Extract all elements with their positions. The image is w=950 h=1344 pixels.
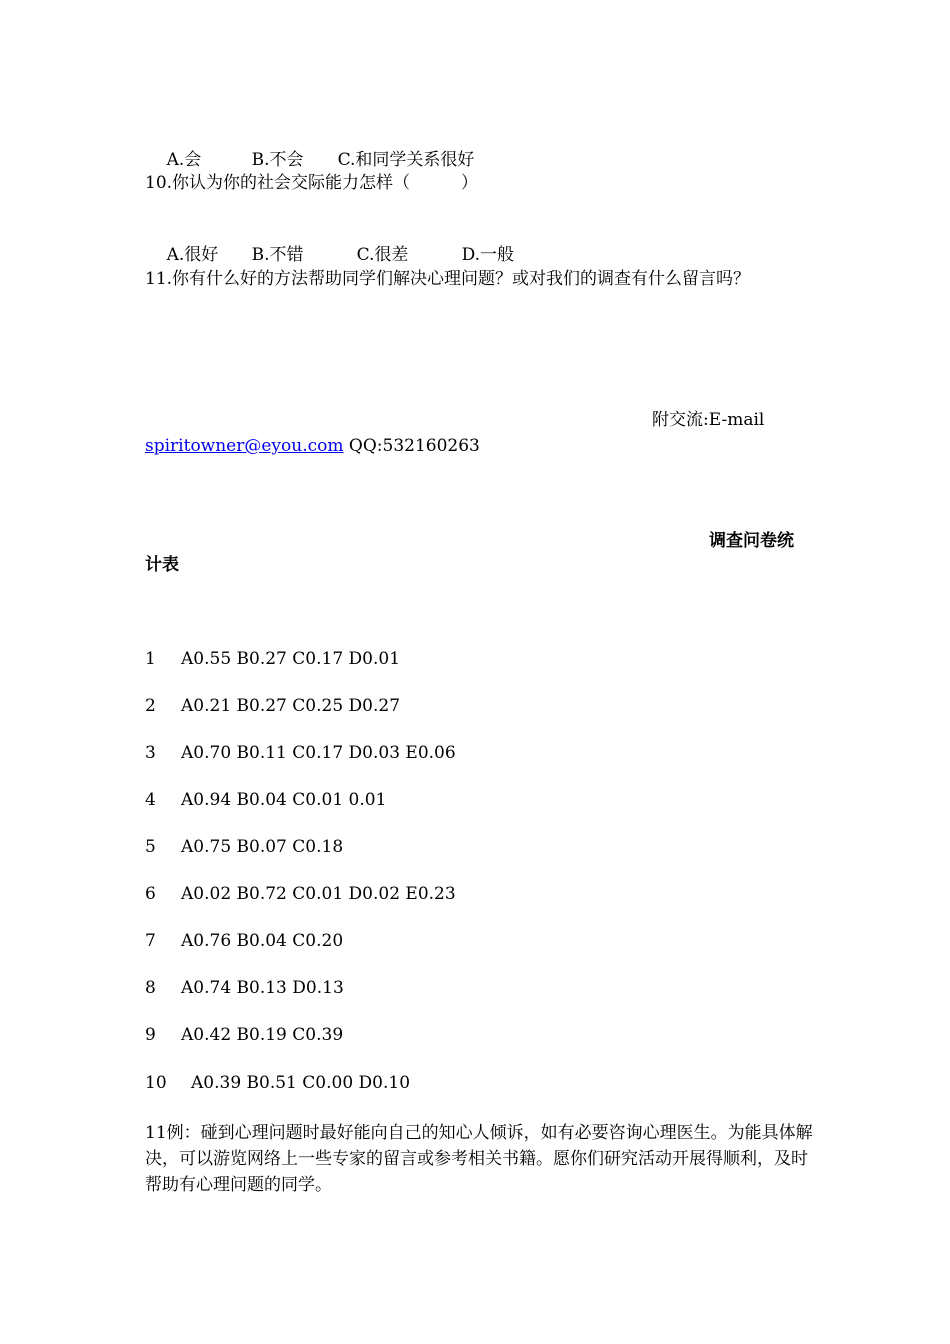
stat-row bbox=[145, 882, 456, 906]
stat-row-number: 9 bbox=[145, 1025, 156, 1045]
stat-row-values: A0.39 B0.51 C0.00 D0.10 bbox=[191, 1073, 411, 1093]
q10-question: 10.你认为你的社会交际能力怎样（ ） bbox=[145, 173, 479, 193]
contact-row bbox=[145, 434, 480, 458]
stat-row-values: A0.76 B0.04 C0.20 bbox=[181, 931, 344, 951]
stat-row-number: 8 bbox=[145, 978, 156, 998]
q10-option-d: D.一般 bbox=[461, 245, 515, 265]
stat-row-values: A0.75 B0.07 C0.18 bbox=[181, 837, 344, 857]
q11-sample-answer: 11例：碰到心理问题时最好能向自己的知心人倾诉，如有必要咨询心理医生。为能具体解决，可以游览网络上一些专家的留言或参考相关书籍。愿你们研究活动开展得顺利，及时帮助有心理问题的同学。 bbox=[145, 1123, 813, 1195]
q9-option-c: C.和同学关系很好 bbox=[337, 150, 475, 170]
stat-row-number: 10 bbox=[145, 1073, 167, 1093]
q9-option-b: B.不会 bbox=[251, 150, 304, 170]
q10-option-c: C.很差 bbox=[356, 245, 409, 265]
stat-row-number: 2 bbox=[145, 696, 156, 716]
stat-row-number: 5 bbox=[145, 837, 156, 857]
contact-label: 附交流:E-mail bbox=[652, 410, 765, 430]
stat-row-number: 4 bbox=[145, 790, 156, 810]
stat-row bbox=[145, 1023, 343, 1047]
stat-row-values: A0.55 B0.27 C0.17 D0.01 bbox=[181, 649, 401, 669]
stat-row-number: 6 bbox=[145, 884, 156, 904]
stat-row bbox=[145, 788, 386, 812]
stat-row bbox=[145, 929, 343, 953]
stat-row bbox=[145, 647, 400, 671]
stat-row-values: A0.94 B0.04 C0.01 0.01 bbox=[181, 790, 387, 810]
stat-row bbox=[145, 694, 400, 718]
stat-row bbox=[145, 1071, 410, 1095]
stat-row-values: A0.74 B0.13 D0.13 bbox=[181, 978, 344, 998]
stat-row-values: A0.21 B0.27 C0.25 D0.27 bbox=[181, 696, 401, 716]
stat-row bbox=[145, 741, 456, 765]
qq-number: QQ:532160263 bbox=[343, 436, 480, 456]
stat-row bbox=[145, 976, 344, 1000]
stat-row-values: A0.70 B0.11 C0.17 D0.03 E0.06 bbox=[181, 743, 456, 763]
stats-title-part2: 计表 bbox=[145, 555, 179, 575]
q9-option-a: A.会 bbox=[166, 150, 202, 170]
q11-question: 11.你有什么好的方法帮助同学们解决心理问题？或对我们的调查有什么留言吗？ bbox=[145, 269, 751, 289]
stats-title-part1: 调查问卷统 bbox=[709, 531, 794, 551]
stat-row-number: 1 bbox=[145, 649, 156, 669]
email-link[interactable]: spiritowner@eyou.com bbox=[145, 436, 344, 456]
stat-row-number: 3 bbox=[145, 743, 156, 763]
stat-row-values: A0.42 B0.19 C0.39 bbox=[181, 1025, 344, 1045]
q10-option-b: B.不错 bbox=[251, 245, 304, 265]
stat-row bbox=[145, 835, 343, 859]
stat-row-values: A0.02 B0.72 C0.01 D0.02 E0.23 bbox=[181, 884, 456, 904]
stat-row-number: 7 bbox=[145, 931, 156, 951]
q10-option-a: A.很好 bbox=[166, 245, 219, 265]
